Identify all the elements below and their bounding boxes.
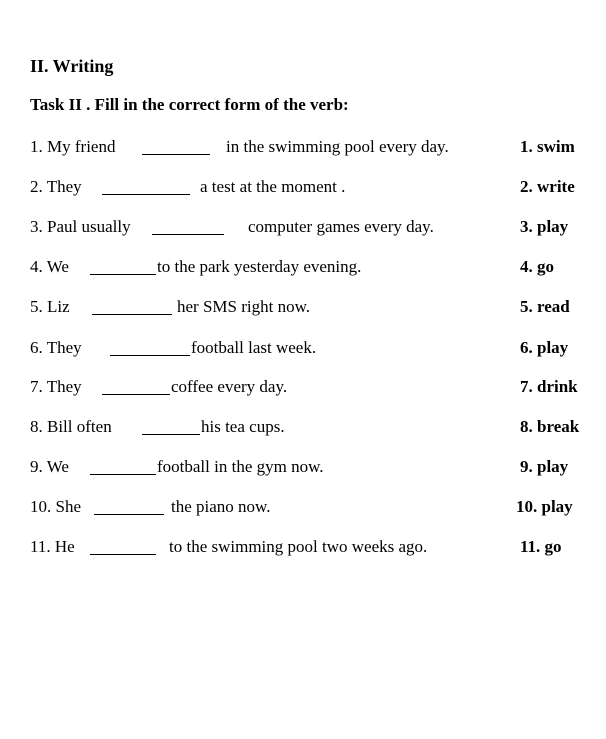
answer-blank xyxy=(110,339,190,356)
answer-blank xyxy=(102,378,170,395)
exercise-item-9 xyxy=(0,456,606,480)
exercise-item-2 xyxy=(0,176,606,200)
answer-blank xyxy=(142,138,210,155)
verb-hint: 10. play xyxy=(516,497,573,516)
exercise-item-6 xyxy=(0,337,606,361)
item-lead: 6. They xyxy=(30,338,82,357)
verb-hint: 8. break xyxy=(520,417,580,436)
item-lead: 8. Bill often xyxy=(30,417,112,436)
answer-blank xyxy=(90,458,156,475)
item-rest: to the park yesterday evening. xyxy=(157,257,362,276)
item-rest: her SMS right now. xyxy=(177,297,311,316)
verb-hint: 1. swim xyxy=(520,137,575,156)
exercise-item-3 xyxy=(0,216,606,240)
verb-hint: 4. go xyxy=(520,257,554,276)
answer-blank xyxy=(92,298,172,315)
exercise-item-10 xyxy=(0,496,606,520)
item-rest: his tea cups. xyxy=(201,417,285,436)
item-rest: coffee every day. xyxy=(171,377,288,396)
item-lead: 10. She xyxy=(30,497,81,516)
answer-blank xyxy=(102,178,190,195)
exercise-item-7 xyxy=(0,376,606,400)
item-rest: in the swimming pool every day. xyxy=(226,137,449,156)
verb-hint: 5. read xyxy=(520,297,570,316)
exercise-item-8 xyxy=(0,416,606,440)
answer-blank xyxy=(152,218,224,235)
item-rest: football in the gym now. xyxy=(157,457,324,476)
item-rest: a test at the moment . xyxy=(200,177,346,196)
verb-hint: 3. play xyxy=(520,217,569,236)
exercise-item-1 xyxy=(0,136,606,160)
item-lead: 5. Liz xyxy=(30,297,70,316)
item-lead: 3. Paul usually xyxy=(30,217,131,236)
verb-hint: 11. go xyxy=(520,537,562,556)
answer-blank xyxy=(90,538,156,555)
answer-blank xyxy=(94,498,164,515)
item-rest: to the swimming pool two weeks ago. xyxy=(169,537,428,556)
section-title: II. Writing xyxy=(30,56,114,76)
item-rest: computer games every day. xyxy=(248,217,434,236)
verb-hint: 6. play xyxy=(520,338,569,357)
exercise-item-5 xyxy=(0,296,606,320)
item-lead: 1. My friend xyxy=(30,137,116,156)
item-lead: 11. He xyxy=(30,537,75,556)
item-lead: 9. We xyxy=(30,457,69,476)
answer-blank xyxy=(142,418,200,435)
task-title: Task II . Fill in the correct form of the verb: xyxy=(30,95,349,114)
item-lead: 4. We xyxy=(30,257,69,276)
verb-hint: 9. play xyxy=(520,457,569,476)
answer-blank xyxy=(90,258,156,275)
verb-hint: 2. write xyxy=(520,177,575,196)
item-lead: 7. They xyxy=(30,377,82,396)
item-lead: 2. They xyxy=(30,177,82,196)
verb-hint: 7. drink xyxy=(520,377,578,396)
exercise-item-11 xyxy=(0,536,606,560)
item-rest: the piano now. xyxy=(171,497,271,516)
exercise-item-4 xyxy=(0,256,606,280)
item-rest: football last week. xyxy=(191,338,317,357)
